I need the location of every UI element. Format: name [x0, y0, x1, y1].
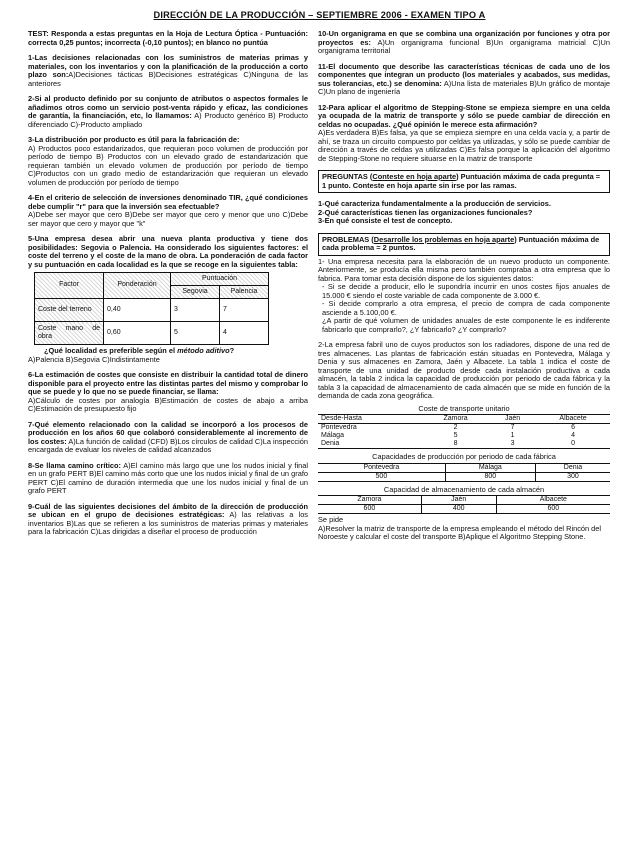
- table-row: Coste mano de obra 0,60 5 4: [35, 322, 269, 345]
- table-row: Coste del terreno 0,40 3 7: [35, 299, 269, 322]
- question-5-prompt: ¿Qué localidad es preferible según el método aditivo?: [44, 346, 235, 355]
- cost-table-title: Coste de transporte unitario: [418, 403, 510, 413]
- open-question-3: 3-En qué consiste el test de concepto.: [318, 216, 453, 225]
- left-column: [28, 30, 308, 544]
- table-row: Málaga 5 1 4: [321, 432, 575, 439]
- factor-table: [34, 272, 269, 345]
- question-1: 1-Las decisiones relacionadas con los suministros de materias primas y materiales, con los inventarios y con la planificación de la producción a corto plazo son:A)Decisiones tácticas B)Decisiones estratégicas C)Ninguna de las anteriores: [28, 53, 308, 88]
- segovia-header: Segovia: [171, 286, 220, 299]
- question-8: 8-Se llama camino crítico: A)El camino más largo que une los nudos inicial y final en un grafo PERT B)El camino más corto que une los nudos inicial y final de un grafo PERT C)El camino de duración intermedia que une los nudos inicial y final de un grafo PERT: [28, 460, 308, 495]
- production-table: Pontevedra Málaga Denia 500 800 300: [318, 463, 610, 482]
- cost-table: Desde-Hasta Zamora Jaén Albacete Pontevedra 2 7 6 Málaga 5 1 4 Denia 8 3 0: [318, 414, 610, 449]
- production-table-title: Capacidades de producción por periodo de cada fábrica: [372, 452, 556, 461]
- open-question-2: 2-Qué características tienen las organizaciones funcionales?: [318, 207, 533, 217]
- ponderacion-header: Ponderación: [104, 273, 171, 299]
- question-7: 7-Qué elemento relacionado con la calidad se incorporó a los procesos de producción en los años 60 que colaboró considerablemente al incremento de los costes: A)La función de calidad (CFD) B)Los círculos de calidad C)La inspección encargada de evaluar los niveles de calidad alcanzados: [28, 419, 308, 454]
- right-column: [318, 30, 610, 542]
- open-question-1: 1-Qué caracteriza fundamentalmente a la producción de servicios.: [318, 199, 551, 208]
- se-pide-label: Se pide: [318, 515, 344, 524]
- table-row: 500 800 300: [318, 472, 610, 481]
- storage-table-title: Capacidad de almacenamiento de cada almacén: [383, 484, 545, 494]
- preguntas-header: PREGUNTAS (Conteste en hoja aparte) Puntuación máxima de cada pregunta = 1 punto. Conteste en hoja aparte sin irse por las ramas.: [318, 170, 610, 193]
- question-3: 3-La distribución por producto es útil para la fabricación de: A) Productos poco estandarizados, que requieran poco volumen de producción por período de tiempo B) Productos con un elevado grado de estandarización que requieran también un elevado volumen de producción por período de tiempo C)Productos con un grado medio de estandarización que requieran un elevado volumen de producción por período de tiempo: [28, 135, 308, 187]
- table-row: 600 400 600: [318, 505, 610, 514]
- question-12: 12-Para aplicar el algoritmo de Stepping-Stone se empieza siempre en una celda ya ocupada de la matriz de transporte y sólo se puede cambiar de dirección en celdas no ocupadas. ¿Qué opinión le merece esta afirmación? A)Es verdadera B)Es falsa, ya que se empieza siempre en una celda vacía y, a partir de ahí, se traza un circuito compuesto por celdas ya utilizadas, y sólo se puede cambiar de dirección a través de celdas ya utilizadas C)Es falsa porque la aplicación del algoritmo de Stepping-Stone no requiere situarse en la matriz de transporte: [318, 102, 610, 163]
- question-10: 10-Un organigrama en que se combina una organización por funciones y otra por proyectos es: A)Un organigrama funcional B)Un organigrama matricial C)Un organigrama territorial: [318, 29, 610, 55]
- question-11: 11-El documento que describe las características técnicas de cada uno de los componentes que integran un producto (los materiales y acabados, sus medidas, sus tolerancias, etc.) se denomina: A)Una lista de materiales B)Un gráfico de montaje C)Un plano de ingeniería: [318, 61, 611, 96]
- problem-2: 2-La empresa fabril uno de cuyos productos son los radiadores, dispone de una red de tres almacenes. Las plantas de fabricación están situadas en Pontevedra, Málaga y Denia y sus almacenes en Zamora, Jaén y Albacete. La tabla 1 indica el coste de transporte de una unidad de producto desde cada instalación productiva a cada almacén, la tabla 2 indica la capacidad de producción por periodo de cada fábrica y la tabla 3 la capacidad de almacenamiento de cada almacén que se mide en función de la demanda de cada zona geográfica.: [318, 340, 610, 400]
- storage-table: Zamora Jaén Albacete 600 400 600: [318, 495, 610, 514]
- question-5-options: A)Palencia B)Segovia C)Indistintamente: [28, 354, 160, 364]
- test-instructions: TEST: Responda a estas preguntas en la Hoja de Lectura Óptica - Puntuación: correcta 0,25 puntos; incorrecta (-0,10 puntos); en blanco no puntúa: [28, 29, 308, 47]
- table-row: Denia 8 3 0: [318, 440, 610, 449]
- question-6: 6-La estimación de costes que consiste en distribuir la cantidad total de dinero disponible para el proyecto entre las distintas partes del mismo y comprobar lo que se puede y lo que no se puede financiar, se llama: A)Cálculo de costes por analogía B)Estimación de costes de abajo a arriba C)Estimación de presupuesto fijo: [28, 370, 308, 413]
- question-2: 2-Si al producto definido por su conjunto de atributos o aspectos formales le añadimos otros como un servicio post-venta rápido y eficaz, las condiciones de garantía, la financiación, etc, lo llamamos: A) Producto genérico B) Producto diferenciado C)-Producto ampliado: [28, 94, 308, 129]
- problem-1: 1- Una empresa necesita para la elaboración de un nuevo producto un componente. Anteriormente, se producía ella misma pero también compraba a otra empresa que lo fabrica. Para tomar esta decisión dispone de los siguientes datos: - Si se decide a producir, ello le supondría incurrir en unos costes fijos anuales de 15.000 € siendo el coste variable de cada componente de 3.000 €. - Si decide comprarlo a otra empresa, el precio de compra de cada componente asciende a 5.100,00 €. ¿A partir de qué volumen de unidades anuales de este componente le es indiferente fabricarlo que comprarlo?, ¿Y fabricarlo? ¿Y comprarlo?: [318, 256, 610, 334]
- puntuacion-header: Puntuación: [171, 273, 269, 286]
- problemas-header: PROBLEMAS (Desarrolle los problemas en hoja aparte) Puntuación máxima de cada problema = 2 puntos.: [318, 233, 610, 256]
- question-9: 9-Cuál de las siguientes decisiones del ámbito de la dirección de producción se ubican en el grupo de decisiones estratégicas: A) las relativas a los inventarios B)Las que se refieren a los suministros de materias primas y materiales para la fabricación C)Las dirigidas a diseñar el proceso de producción: [28, 501, 309, 536]
- palencia-header: Palencia: [220, 286, 269, 299]
- problem-2-tasks: A)Resolver la matriz de transporte de la empresa empleando el método del Rincón del Noroeste y calcular el coste del transporte B)Aplique el Algoritmo Stepping Stone.: [318, 523, 602, 541]
- question-4: 4-En el criterio de selección de inversiones denominado TIR, ¿qué condiciones debe cumplir "r" para que la inversión sea efectuable? A)Debe ser mayor que cero B)Debe ser mayor que cero y menor que uno C)Debe ser mayor que cero y mayor que "k": [28, 193, 308, 228]
- page-title: DIRECCIÓN DE LA PRODUCCIÓN – SEPTIEMBRE 2006 - EXAMEN TIPO A: [153, 10, 486, 20]
- table-row: Pontevedra 2 7 6: [321, 424, 575, 431]
- open-questions: [318, 200, 610, 226]
- question-5: 5-Una empresa desea abrir una nueva planta productiva y tiene dos posibilidades: Segovia o Palencia. Ha considerado los siguientes factores: el coste del terreno y el coste de la mano de obra. La ponderación de cada factor y su puntuación en cada localidad es la que se recoge en la siguientes tabla: Factor Ponderación Puntuación Segovia Palencia Coste del terreno 0,40 3 7 Coste mano de obra 0,60 5 4 ¿Qué localidad es preferible según el método aditivo? A)Palencia B)Segovia C)Indistintamente: [28, 234, 308, 364]
- factor-header: Factor: [35, 273, 104, 299]
